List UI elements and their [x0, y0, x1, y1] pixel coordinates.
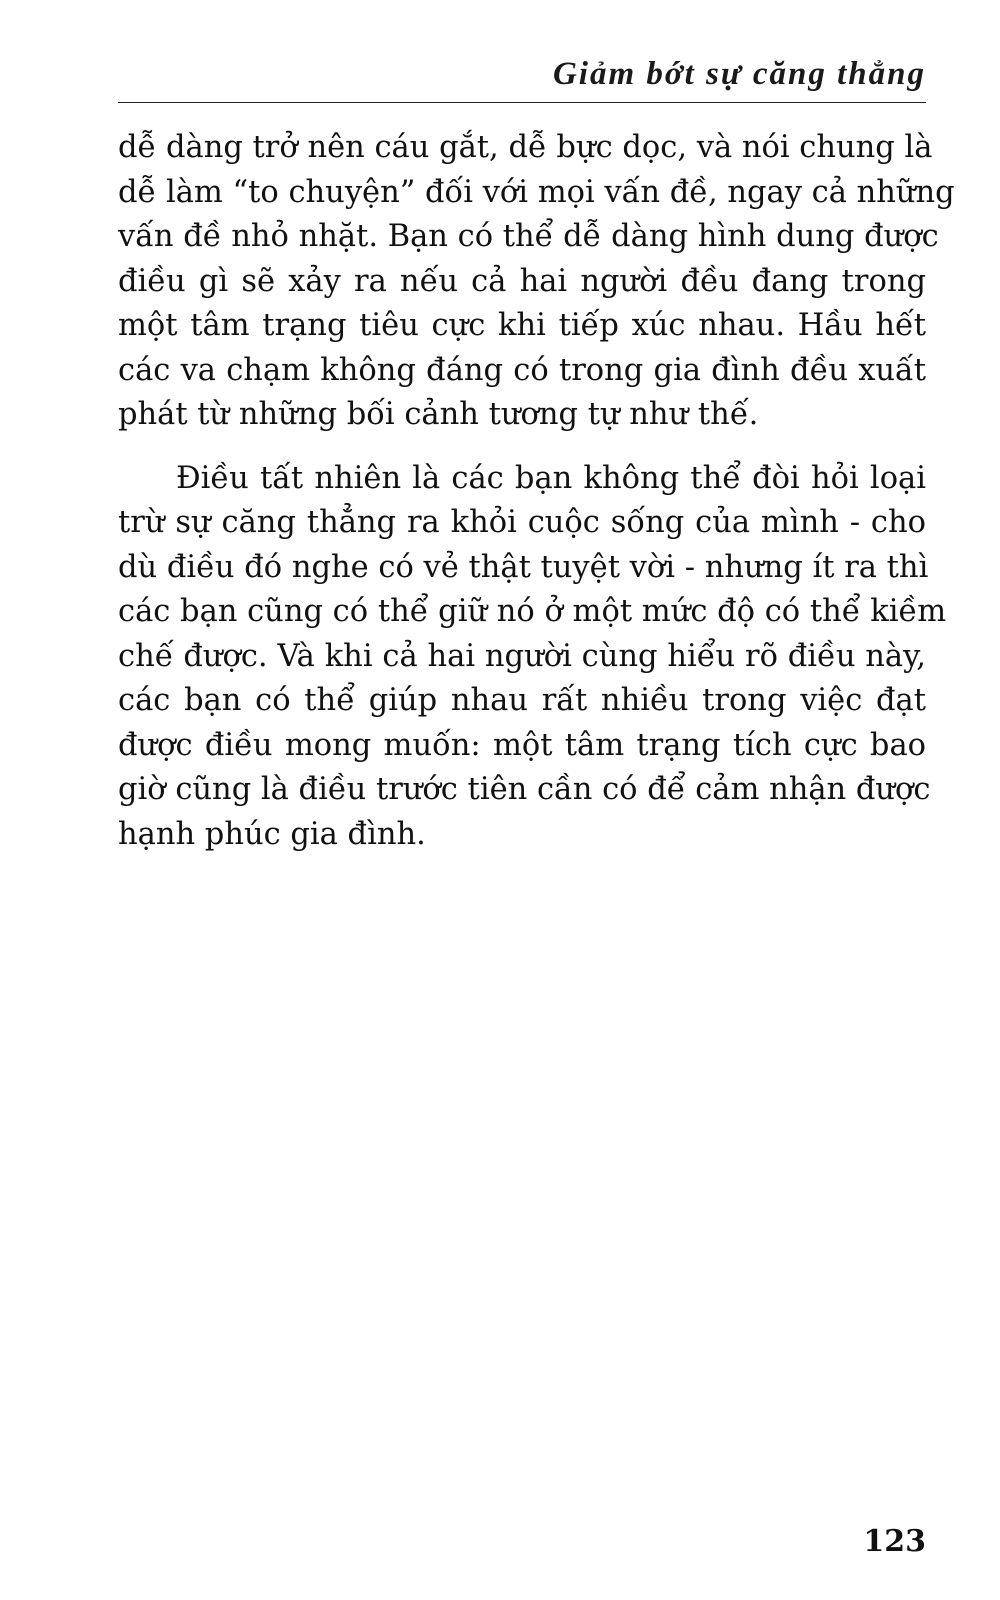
running-header: [118, 52, 926, 103]
running-title: Giảm bớt sự căng thẳng: [552, 56, 926, 92]
paragraph-1: [118, 126, 955, 438]
page-number: 123: [863, 1524, 926, 1559]
text-line: các bạn cũng có thể giữ nó ở một mức độ có thể kiềm: [118, 594, 947, 629]
body-text: [118, 126, 955, 857]
text-line: một tâm trạng tiêu cực khi tiếp xúc nhau. Hầu hết: [118, 308, 926, 343]
text-line: điều gì sẽ xảy ra nếu cả hai người đều đang trong: [118, 263, 926, 299]
text-line: Điều tất nhiên là các bạn không thể đòi hỏi loại: [176, 460, 926, 496]
text-line: dễ làm “to chuyện” đối với mọi vấn đề, ngay cả những: [118, 174, 955, 210]
text-line: vấn đề nhỏ nhặt. Bạn có thể dễ dàng hình dung được: [118, 219, 939, 254]
text-line: phát từ những bối cảnh tương tự như thế.: [118, 397, 759, 432]
text-line: hạnh phúc gia đình.: [118, 816, 426, 852]
paragraph-2: [118, 457, 947, 858]
text-line: các bạn có thể giúp nhau rất nhiều trong việc đạt: [118, 683, 926, 718]
text-line: các va chạm không đáng có trong gia đình đều xuất: [118, 352, 926, 388]
paragraph-spacer: [118, 438, 926, 457]
text-line: dễ dàng trở nên cáu gắt, dễ bực dọc, và nói chung là: [118, 130, 933, 165]
text-line: được điều mong muốn: một tâm trạng tích cực bao: [118, 727, 926, 763]
text-line: chế được. Và khi cả hai người cùng hiểu rõ điều này,: [118, 638, 926, 674]
text-line: giờ cũng là điều trước tiên cần có để cảm nhận được: [118, 772, 931, 807]
text-line: trừ sự căng thẳng ra khỏi cuộc sống của mình - cho: [118, 505, 926, 540]
text-line: dù điều đó nghe có vẻ thật tuyệt vời - nhưng ít ra thì: [118, 549, 929, 585]
